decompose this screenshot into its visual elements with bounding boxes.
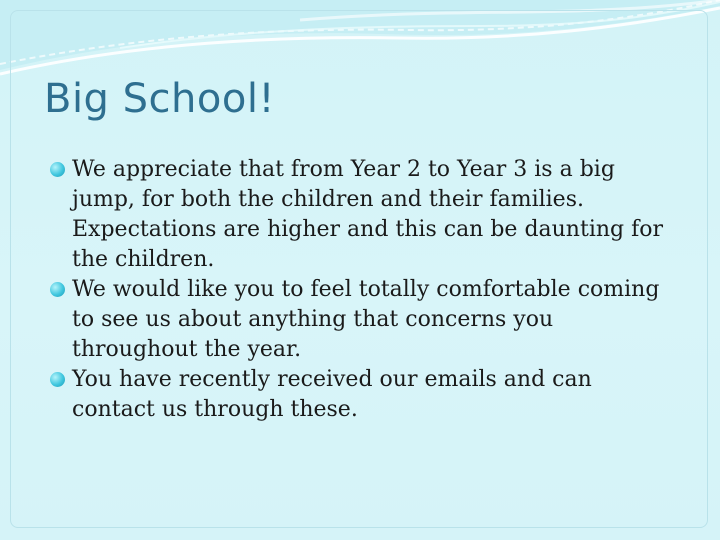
bullet-text: We appreciate that from Year 2 to Year 3 is a big jump, for both the children and their families. Expectations are higher and this can be daunting for the children.	[72, 157, 664, 272]
bullet-icon	[50, 162, 65, 177]
slide-title: Big School!	[44, 76, 275, 122]
bullet-item	[50, 365, 680, 425]
bullet-text: We would like you to feel totally comfortable coming to see us about anything that concerns you throughout the year.	[72, 277, 660, 362]
bullet-icon	[50, 372, 65, 387]
bullet-item	[50, 155, 680, 275]
bullet-item	[50, 275, 680, 365]
bullet-icon	[50, 282, 65, 297]
bullet-list	[50, 155, 680, 425]
bullet-text: You have recently received our emails and can contact us through these.	[72, 367, 592, 422]
